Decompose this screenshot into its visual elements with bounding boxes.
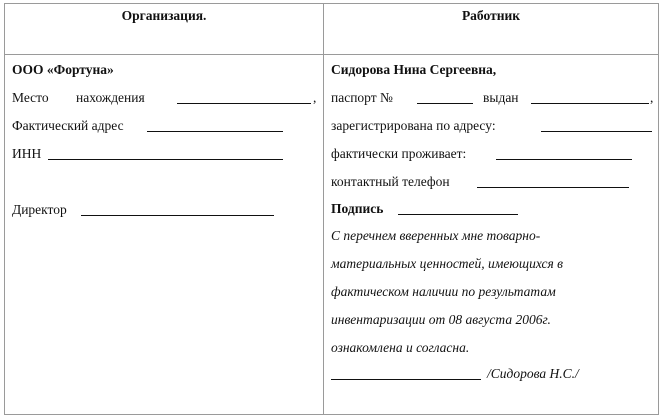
column-divider xyxy=(323,4,324,414)
inn-field[interactable] xyxy=(48,159,283,160)
issued-trailing-comma: , xyxy=(650,90,654,105)
location-label-2: нахождения xyxy=(76,90,145,105)
statement-line: материальных ценностей, имеющихся в xyxy=(331,256,564,271)
organization-header: Организация. xyxy=(121,8,207,23)
passport-number-field[interactable] xyxy=(417,103,473,104)
location-label-1: Место xyxy=(12,90,49,105)
agreement-table xyxy=(4,3,659,415)
organization-name: ООО «Фортуна» xyxy=(12,62,114,77)
header-divider xyxy=(5,54,658,55)
director-signature-field[interactable] xyxy=(81,215,274,216)
registered-address-field[interactable] xyxy=(541,131,652,132)
issued-by-field[interactable] xyxy=(531,103,649,104)
worker-signature-field[interactable] xyxy=(398,214,518,215)
actual-residence-label: фактически проживает: xyxy=(331,146,467,161)
registered-label: зарегистрирована по адресу: xyxy=(331,118,496,133)
actual-address-field[interactable] xyxy=(147,131,283,132)
passport-label: паспорт № xyxy=(331,90,393,105)
statement-line: инвентаризации от 08 августа 2006г. xyxy=(331,312,551,327)
statement-line: фактическом наличии по результатам xyxy=(331,284,556,299)
location-trailing-comma: , xyxy=(313,90,317,105)
director-label: Директор xyxy=(12,202,67,217)
actual-residence-field[interactable] xyxy=(496,159,632,160)
statement-line: ознакомлена и согласна. xyxy=(331,340,470,355)
phone-label: контактный телефон xyxy=(331,174,450,189)
final-signature-field[interactable] xyxy=(331,379,481,380)
signer-name: /Сидорова Н.С./ xyxy=(487,366,579,381)
worker-header: Работник xyxy=(461,8,521,23)
actual-address-label: Фактический адрес xyxy=(12,118,124,133)
worker-name: Сидорова Нина Сергеевна, xyxy=(331,62,497,77)
inn-label: ИНН xyxy=(12,146,42,161)
issued-label: выдан xyxy=(483,90,519,105)
statement-line: С перечнем вверенных мне товарно- xyxy=(331,228,541,243)
phone-field[interactable] xyxy=(477,187,629,188)
location-field[interactable] xyxy=(177,103,311,104)
signature-label: Подпись xyxy=(331,201,384,216)
